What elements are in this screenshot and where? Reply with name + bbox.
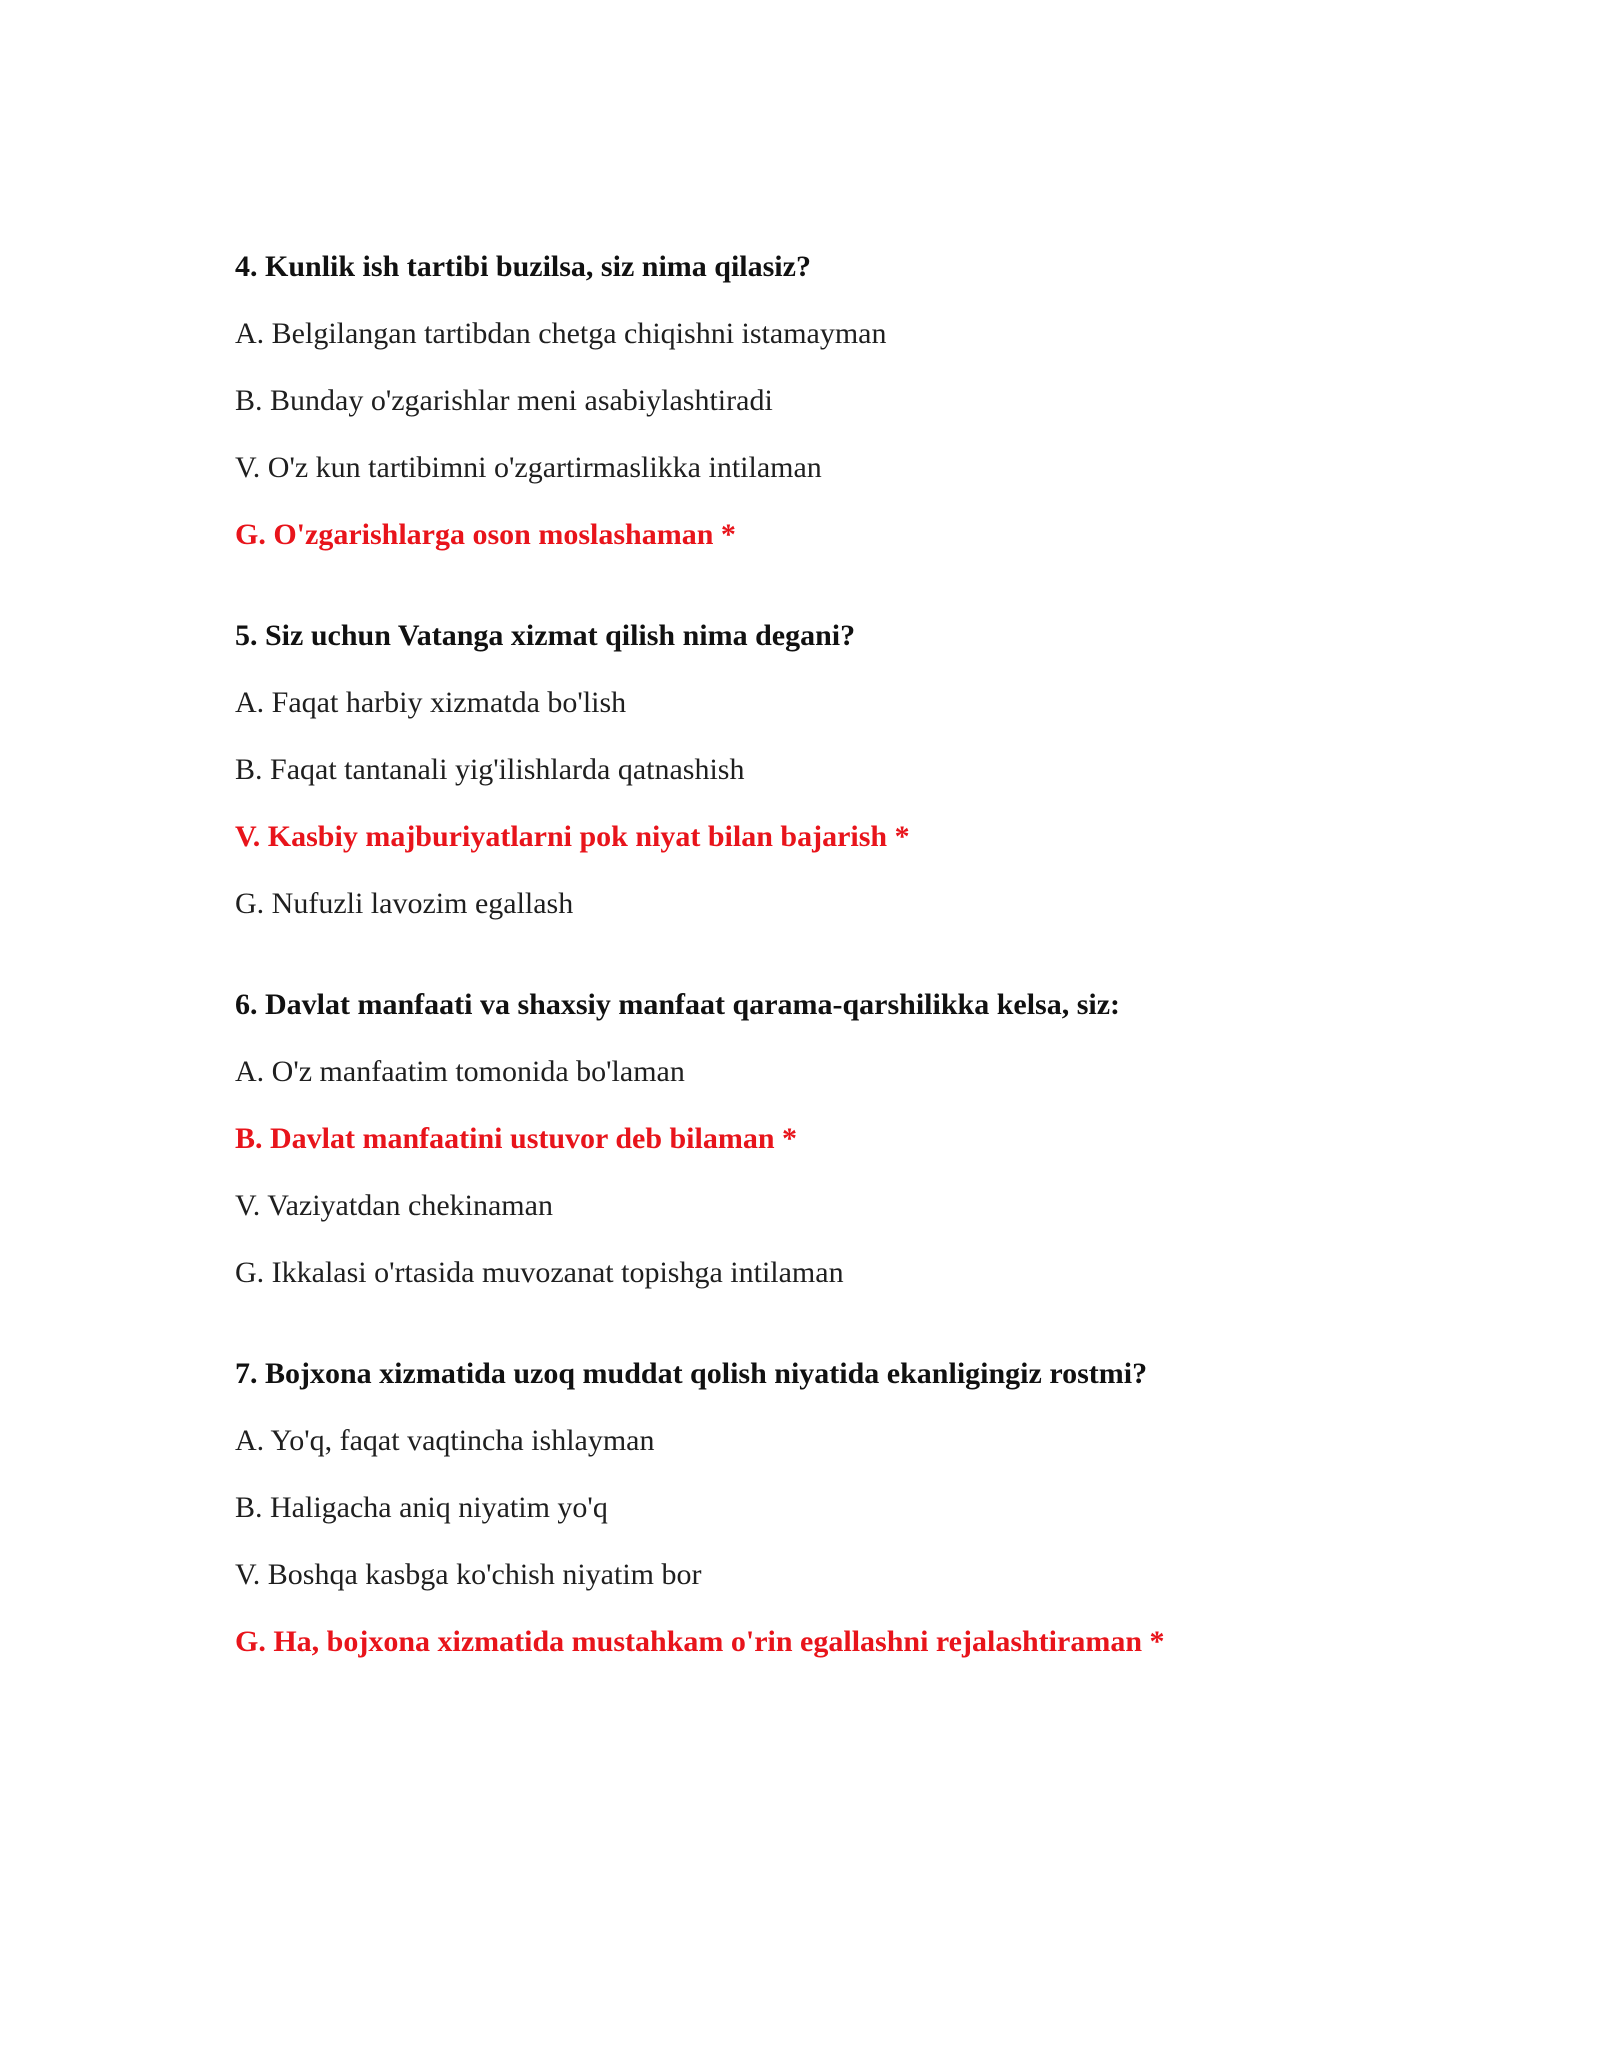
question-5	[235, 619, 1435, 921]
answer-option-b: B. Bunday o'zgarishlar meni asabiylashtiradi	[235, 384, 773, 417]
answer-option-v: V. Vaziyatdan chekinaman	[235, 1189, 553, 1222]
answer-option-g: G. Nufuzli lavozim egallash	[235, 887, 574, 920]
answer-option-v: V. O'z kun tartibimni o'zgartirmaslikka intilaman	[235, 451, 822, 484]
answer-option-g-correct: G. O'zgarishlarga oson moslashaman *	[235, 518, 736, 551]
answer-option-a: A. Belgilangan tartibdan chetga chiqishni istamayman	[235, 317, 887, 350]
question-4	[235, 250, 1435, 552]
question-title: 4. Kunlik ish tartibi buzilsa, siz nima qilasiz?	[235, 250, 811, 283]
answer-option-g: G. Ikkalasi o'rtasida muvozanat topishga intilaman	[235, 1256, 844, 1289]
answer-option-b: B. Haligacha aniq niyatim yo'q	[235, 1491, 608, 1524]
answer-option-b: B. Faqat tantanali yig'ilishlarda qatnashish	[235, 753, 745, 786]
answer-option-a: A. Faqat harbiy xizmatda bo'lish	[235, 686, 627, 719]
question-6	[235, 988, 1435, 1290]
answer-option-b-correct: B. Davlat manfaatini ustuvor deb bilaman *	[235, 1122, 798, 1155]
answer-option-g-correct: G. Ha, bojxona xizmatida mustahkam o'rin egallashni rejalashtiraman *	[235, 1625, 1165, 1658]
answer-option-v: V. Boshqa kasbga ko'chish niyatim bor	[235, 1558, 702, 1591]
question-title: 7. Bojxona xizmatida uzoq muddat qolish niyatida ekanligingiz rostmi?	[235, 1357, 1148, 1390]
answer-option-a: A. O'z manfaatim tomonida bo'laman	[235, 1055, 685, 1088]
answer-option-a: A. Yo'q, faqat vaqtincha ishlayman	[235, 1424, 655, 1457]
question-7	[235, 1357, 1435, 1659]
answer-option-v-correct: V. Kasbiy majburiyatlarni pok niyat bilan bajarish *	[235, 820, 910, 853]
question-title: 5. Siz uchun Vatanga xizmat qilish nima degani?	[235, 619, 856, 652]
question-title: 6. Davlat manfaati va shaxsiy manfaat qarama-qarshilikka kelsa, siz:	[235, 988, 1121, 1021]
question-list	[235, 250, 1435, 1726]
